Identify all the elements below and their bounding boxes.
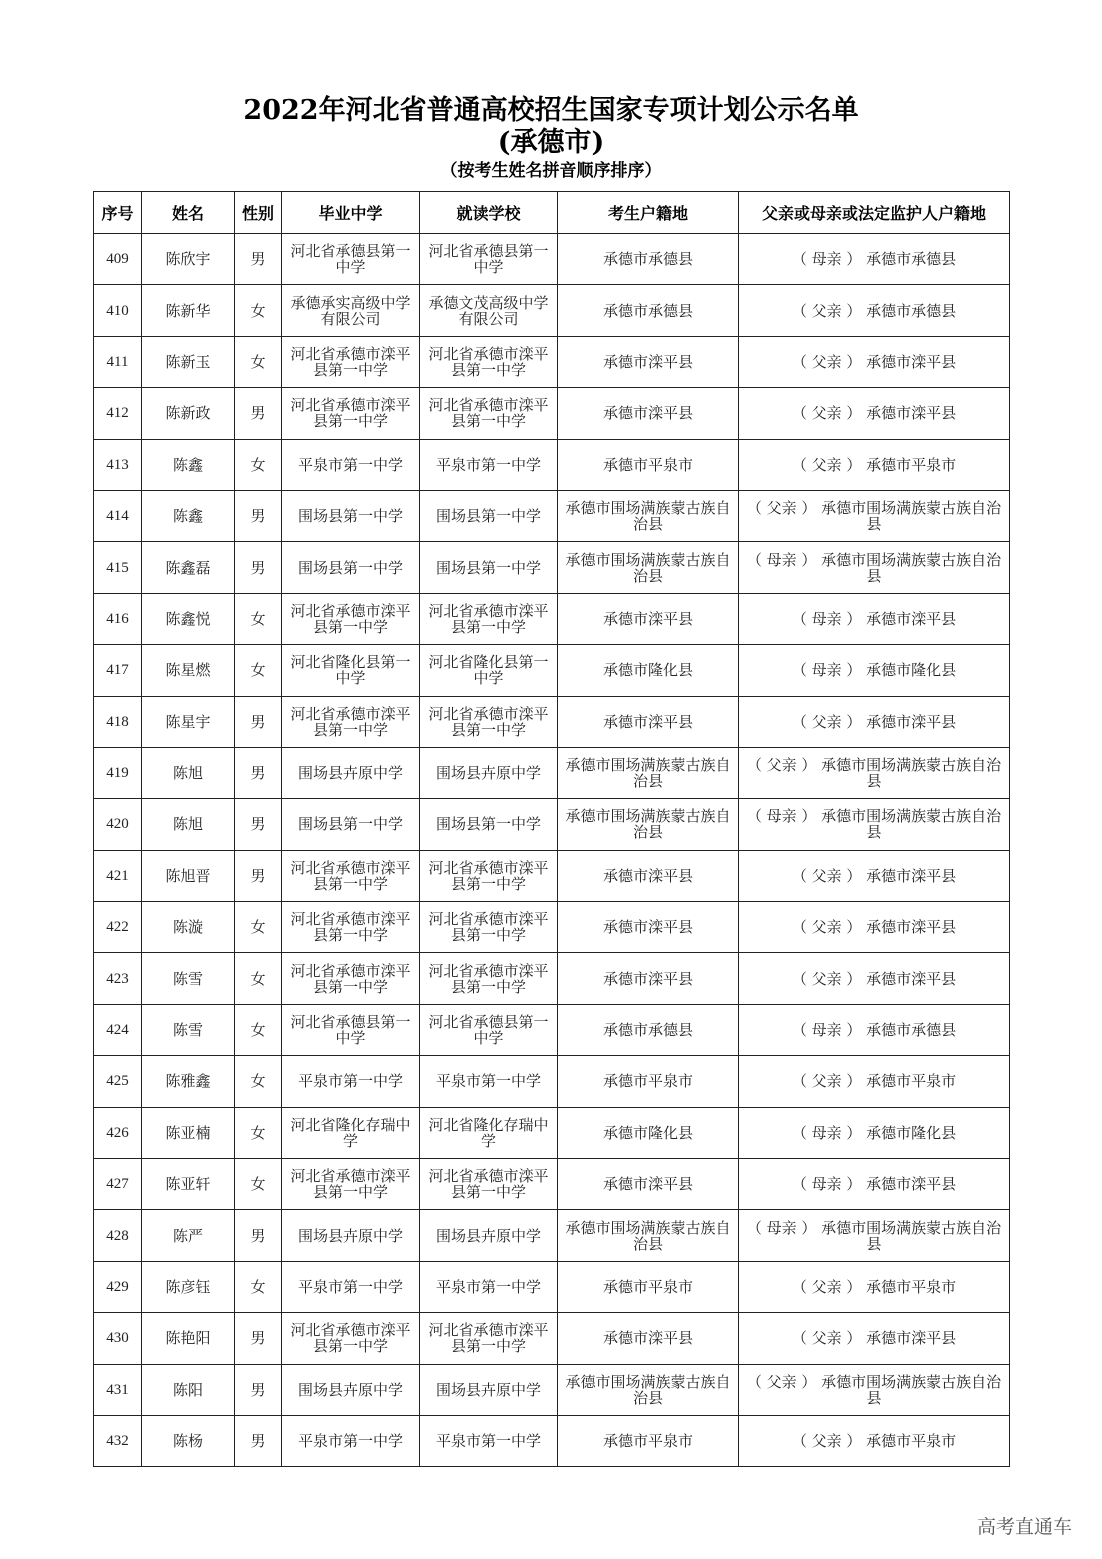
cell-name: 陈新政 [142, 388, 235, 439]
cell-current-school: 河北省隆化存瑞中学 [420, 1107, 558, 1158]
cell-gender: 女 [235, 285, 282, 336]
cell-seq: 427 [94, 1159, 142, 1210]
cell-guardian-registration: （ 母亲 ） 承德市滦平县 [739, 593, 1010, 644]
cell-guardian-registration: （ 父亲 ） 承德市滦平县 [739, 336, 1010, 387]
cell-name: 陈鑫悦 [142, 593, 235, 644]
cell-gender: 女 [235, 1107, 282, 1158]
cell-household-registration: 承德市滦平县 [558, 850, 739, 901]
cell-graduation-school: 河北省承德市滦平县第一中学 [282, 593, 420, 644]
cell-seq: 432 [94, 1415, 142, 1466]
cell-guardian-registration: （ 父亲 ） 承德市平泉市 [739, 1056, 1010, 1107]
cell-current-school: 河北省承德市滦平县第一中学 [420, 696, 558, 747]
cell-seq: 423 [94, 953, 142, 1004]
cell-graduation-school: 承德承实高级中学有限公司 [282, 285, 420, 336]
table-row [94, 439, 1010, 490]
cell-guardian-registration: （ 母亲 ） 承德市承德县 [739, 234, 1010, 285]
table-row [94, 285, 1010, 336]
cell-household-registration: 承德市承德县 [558, 1004, 739, 1055]
table-row [94, 1364, 1010, 1415]
cell-current-school: 围场县卉原中学 [420, 747, 558, 798]
cell-seq: 409 [94, 234, 142, 285]
cell-graduation-school: 围场县第一中学 [282, 490, 420, 541]
cell-current-school: 围场县第一中学 [420, 799, 558, 850]
cell-gender: 女 [235, 1056, 282, 1107]
cell-current-school: 平泉市第一中学 [420, 1415, 558, 1466]
cell-gender: 男 [235, 1313, 282, 1364]
cell-graduation-school: 河北省隆化存瑞中学 [282, 1107, 420, 1158]
table-row [94, 234, 1010, 285]
cell-seq: 430 [94, 1313, 142, 1364]
cell-current-school: 平泉市第一中学 [420, 1261, 558, 1312]
cell-gender: 男 [235, 747, 282, 798]
cell-guardian-registration: （ 父亲 ） 承德市滦平县 [739, 850, 1010, 901]
cell-household-registration: 承德市平泉市 [558, 1261, 739, 1312]
cell-household-registration: 承德市围场满族蒙古族自治县 [558, 1364, 739, 1415]
cell-current-school: 平泉市第一中学 [420, 439, 558, 490]
cell-current-school: 河北省承德市滦平县第一中学 [420, 850, 558, 901]
cell-gender: 男 [235, 696, 282, 747]
cell-seq: 414 [94, 490, 142, 541]
table-row [94, 542, 1010, 593]
cell-name: 陈鑫 [142, 490, 235, 541]
cell-current-school: 围场县第一中学 [420, 542, 558, 593]
cell-gender: 男 [235, 799, 282, 850]
table-row [94, 1415, 1010, 1466]
cell-current-school: 河北省承德市滦平县第一中学 [420, 953, 558, 1004]
cell-graduation-school: 河北省隆化县第一中学 [282, 645, 420, 696]
cell-household-registration: 承德市滦平县 [558, 1313, 739, 1364]
header-current-school: 就读学校 [420, 192, 558, 234]
cell-graduation-school: 河北省承德市滦平县第一中学 [282, 1313, 420, 1364]
cell-guardian-registration: （ 母亲 ） 承德市隆化县 [739, 1107, 1010, 1158]
cell-gender: 男 [235, 850, 282, 901]
cell-name: 陈漩 [142, 902, 235, 953]
cell-guardian-registration: （ 父亲 ） 承德市滦平县 [739, 953, 1010, 1004]
cell-seq: 425 [94, 1056, 142, 1107]
cell-name: 陈欣宇 [142, 234, 235, 285]
cell-household-registration: 承德市承德县 [558, 285, 739, 336]
cell-household-registration: 承德市隆化县 [558, 1107, 739, 1158]
cell-guardian-registration: （ 父亲 ） 承德市承德县 [739, 285, 1010, 336]
cell-seq: 411 [94, 336, 142, 387]
header-guardian-registration: 父亲或母亲或法定监护人户籍地 [739, 192, 1010, 234]
cell-graduation-school: 河北省承德市滦平县第一中学 [282, 902, 420, 953]
cell-gender: 女 [235, 336, 282, 387]
table-row [94, 336, 1010, 387]
cell-current-school: 围场县卉原中学 [420, 1210, 558, 1261]
cell-name: 陈雅鑫 [142, 1056, 235, 1107]
cell-household-registration: 承德市滦平县 [558, 1159, 739, 1210]
cell-graduation-school: 河北省承德县第一中学 [282, 1004, 420, 1055]
table-row [94, 1159, 1010, 1210]
cell-graduation-school: 河北省承德市滦平县第一中学 [282, 1159, 420, 1210]
cell-current-school: 围场县卉原中学 [420, 1364, 558, 1415]
cell-name: 陈新玉 [142, 336, 235, 387]
cell-seq: 413 [94, 439, 142, 490]
cell-current-school: 承德文茂高级中学有限公司 [420, 285, 558, 336]
cell-household-registration: 承德市滦平县 [558, 953, 739, 1004]
document-title: 2022年河北省普通高校招生国家专项计划公示名单 [243, 95, 859, 126]
cell-guardian-registration: （ 父亲 ） 承德市滦平县 [739, 1313, 1010, 1364]
cell-household-registration: 承德市围场满族蒙古族自治县 [558, 1210, 739, 1261]
watermark: 高考直通车 [976, 1516, 1072, 1538]
cell-guardian-registration: （ 父亲 ） 承德市平泉市 [739, 1261, 1010, 1312]
cell-graduation-school: 河北省承德县第一中学 [282, 234, 420, 285]
cell-gender: 女 [235, 1004, 282, 1055]
cell-guardian-registration: （ 母亲 ） 承德市滦平县 [739, 1159, 1010, 1210]
cell-name: 陈旭晋 [142, 850, 235, 901]
cell-name: 陈艳阳 [142, 1313, 235, 1364]
table-row [94, 388, 1010, 439]
cell-current-school: 河北省承德市滦平县第一中学 [420, 1313, 558, 1364]
table-row [94, 1210, 1010, 1261]
cell-graduation-school: 河北省承德市滦平县第一中学 [282, 696, 420, 747]
cell-seq: 431 [94, 1364, 142, 1415]
cell-current-school: 河北省承德县第一中学 [420, 234, 558, 285]
cell-current-school: 河北省承德市滦平县第一中学 [420, 336, 558, 387]
cell-household-registration: 承德市承德县 [558, 234, 739, 285]
table-row [94, 1107, 1010, 1158]
cell-guardian-registration: （ 母亲 ） 承德市围场满族蒙古族自治县 [739, 542, 1010, 593]
header-seq: 序号 [94, 192, 142, 234]
cell-name: 陈鑫 [142, 439, 235, 490]
cell-guardian-registration: （ 父亲 ） 承德市围场满族蒙古族自治县 [739, 1364, 1010, 1415]
cell-current-school: 河北省隆化县第一中学 [420, 645, 558, 696]
cell-gender: 男 [235, 542, 282, 593]
cell-gender: 女 [235, 439, 282, 490]
cell-seq: 416 [94, 593, 142, 644]
cell-gender: 女 [235, 1159, 282, 1210]
cell-graduation-school: 河北省承德市滦平县第一中学 [282, 336, 420, 387]
cell-seq: 412 [94, 388, 142, 439]
cell-seq: 422 [94, 902, 142, 953]
cell-gender: 女 [235, 953, 282, 1004]
cell-current-school: 河北省承德市滦平县第一中学 [420, 388, 558, 439]
cell-name: 陈星宇 [142, 696, 235, 747]
table-row [94, 799, 1010, 850]
cell-guardian-registration: （ 父亲 ） 承德市滦平县 [739, 388, 1010, 439]
cell-graduation-school: 平泉市第一中学 [282, 1056, 420, 1107]
cell-gender: 男 [235, 1210, 282, 1261]
table-row [94, 953, 1010, 1004]
cell-graduation-school: 围场县卉原中学 [282, 747, 420, 798]
cell-household-registration: 承德市隆化县 [558, 645, 739, 696]
roster-table [93, 191, 1010, 1467]
cell-graduation-school: 围场县第一中学 [282, 542, 420, 593]
table-row [94, 1313, 1010, 1364]
table-row [94, 593, 1010, 644]
cell-current-school: 河北省承德市滦平县第一中学 [420, 593, 558, 644]
cell-guardian-registration: （ 母亲 ） 承德市隆化县 [739, 645, 1010, 696]
cell-gender: 女 [235, 593, 282, 644]
cell-name: 陈鑫磊 [142, 542, 235, 593]
cell-household-registration: 承德市平泉市 [558, 439, 739, 490]
cell-current-school: 平泉市第一中学 [420, 1056, 558, 1107]
cell-guardian-registration: （ 父亲 ） 承德市围场满族蒙古族自治县 [739, 747, 1010, 798]
cell-graduation-school: 围场县第一中学 [282, 799, 420, 850]
header-household-registration: 考生户籍地 [558, 192, 739, 234]
table-row [94, 696, 1010, 747]
cell-household-registration: 承德市滦平县 [558, 593, 739, 644]
cell-current-school: 围场县第一中学 [420, 490, 558, 541]
cell-guardian-registration: （ 父亲 ） 承德市平泉市 [739, 439, 1010, 490]
cell-household-registration: 承德市平泉市 [558, 1056, 739, 1107]
table-row [94, 1056, 1010, 1107]
cell-gender: 男 [235, 1364, 282, 1415]
cell-name: 陈彦钰 [142, 1261, 235, 1312]
cell-seq: 418 [94, 696, 142, 747]
cell-guardian-registration: （ 母亲 ） 承德市围场满族蒙古族自治县 [739, 799, 1010, 850]
cell-name: 陈旭 [142, 799, 235, 850]
cell-name: 陈亚楠 [142, 1107, 235, 1158]
cell-name: 陈严 [142, 1210, 235, 1261]
header-gender: 性别 [235, 192, 282, 234]
cell-seq: 426 [94, 1107, 142, 1158]
table-row [94, 902, 1010, 953]
cell-seq: 429 [94, 1261, 142, 1312]
cell-guardian-registration: （ 父亲 ） 承德市滦平县 [739, 696, 1010, 747]
cell-graduation-school: 平泉市第一中学 [282, 1261, 420, 1312]
cell-household-registration: 承德市滦平县 [558, 696, 739, 747]
cell-guardian-registration: （ 母亲 ） 承德市围场满族蒙古族自治县 [739, 1210, 1010, 1261]
table-row [94, 747, 1010, 798]
cell-name: 陈杨 [142, 1415, 235, 1466]
cell-graduation-school: 围场县卉原中学 [282, 1364, 420, 1415]
cell-graduation-school: 河北省承德市滦平县第一中学 [282, 388, 420, 439]
cell-name: 陈雪 [142, 1004, 235, 1055]
cell-name: 陈星燃 [142, 645, 235, 696]
document-subtitle: (承德市) [497, 127, 605, 158]
cell-graduation-school: 平泉市第一中学 [282, 1415, 420, 1466]
header-name: 姓名 [142, 192, 235, 234]
cell-household-registration: 承德市滦平县 [558, 336, 739, 387]
cell-guardian-registration: （ 母亲 ） 承德市承德县 [739, 1004, 1010, 1055]
table-row [94, 1261, 1010, 1312]
cell-gender: 男 [235, 490, 282, 541]
cell-seq: 424 [94, 1004, 142, 1055]
table-row [94, 1004, 1010, 1055]
cell-household-registration: 承德市滦平县 [558, 902, 739, 953]
table-row [94, 645, 1010, 696]
cell-gender: 女 [235, 645, 282, 696]
cell-seq: 410 [94, 285, 142, 336]
cell-name: 陈旭 [142, 747, 235, 798]
cell-gender: 男 [235, 1415, 282, 1466]
sort-note: （按考生姓名拼音顺序排序） [440, 161, 662, 181]
cell-guardian-registration: （ 父亲 ） 承德市滦平县 [739, 902, 1010, 953]
cell-gender: 女 [235, 1261, 282, 1312]
cell-household-registration: 承德市围场满族蒙古族自治县 [558, 799, 739, 850]
cell-household-registration: 承德市围场满族蒙古族自治县 [558, 542, 739, 593]
cell-seq: 417 [94, 645, 142, 696]
cell-seq: 421 [94, 850, 142, 901]
cell-seq: 415 [94, 542, 142, 593]
cell-graduation-school: 平泉市第一中学 [282, 439, 420, 490]
cell-guardian-registration: （ 父亲 ） 承德市平泉市 [739, 1415, 1010, 1466]
cell-name: 陈新华 [142, 285, 235, 336]
header-graduation-school: 毕业中学 [282, 192, 420, 234]
cell-seq: 428 [94, 1210, 142, 1261]
table-row [94, 850, 1010, 901]
cell-gender: 男 [235, 388, 282, 439]
cell-graduation-school: 围场县卉原中学 [282, 1210, 420, 1261]
cell-seq: 419 [94, 747, 142, 798]
cell-gender: 男 [235, 234, 282, 285]
cell-current-school: 河北省承德县第一中学 [420, 1004, 558, 1055]
cell-gender: 女 [235, 902, 282, 953]
table-row [94, 490, 1010, 541]
cell-current-school: 河北省承德市滦平县第一中学 [420, 902, 558, 953]
cell-name: 陈阳 [142, 1364, 235, 1415]
cell-name: 陈雪 [142, 953, 235, 1004]
cell-graduation-school: 河北省承德市滦平县第一中学 [282, 953, 420, 1004]
table-header-row [94, 192, 1010, 234]
cell-current-school: 河北省承德市滦平县第一中学 [420, 1159, 558, 1210]
cell-household-registration: 承德市平泉市 [558, 1415, 739, 1466]
cell-seq: 420 [94, 799, 142, 850]
cell-household-registration: 承德市滦平县 [558, 388, 739, 439]
cell-household-registration: 承德市围场满族蒙古族自治县 [558, 747, 739, 798]
cell-household-registration: 承德市围场满族蒙古族自治县 [558, 490, 739, 541]
cell-graduation-school: 河北省承德市滦平县第一中学 [282, 850, 420, 901]
cell-guardian-registration: （ 父亲 ） 承德市围场满族蒙古族自治县 [739, 490, 1010, 541]
cell-name: 陈亚轩 [142, 1159, 235, 1210]
